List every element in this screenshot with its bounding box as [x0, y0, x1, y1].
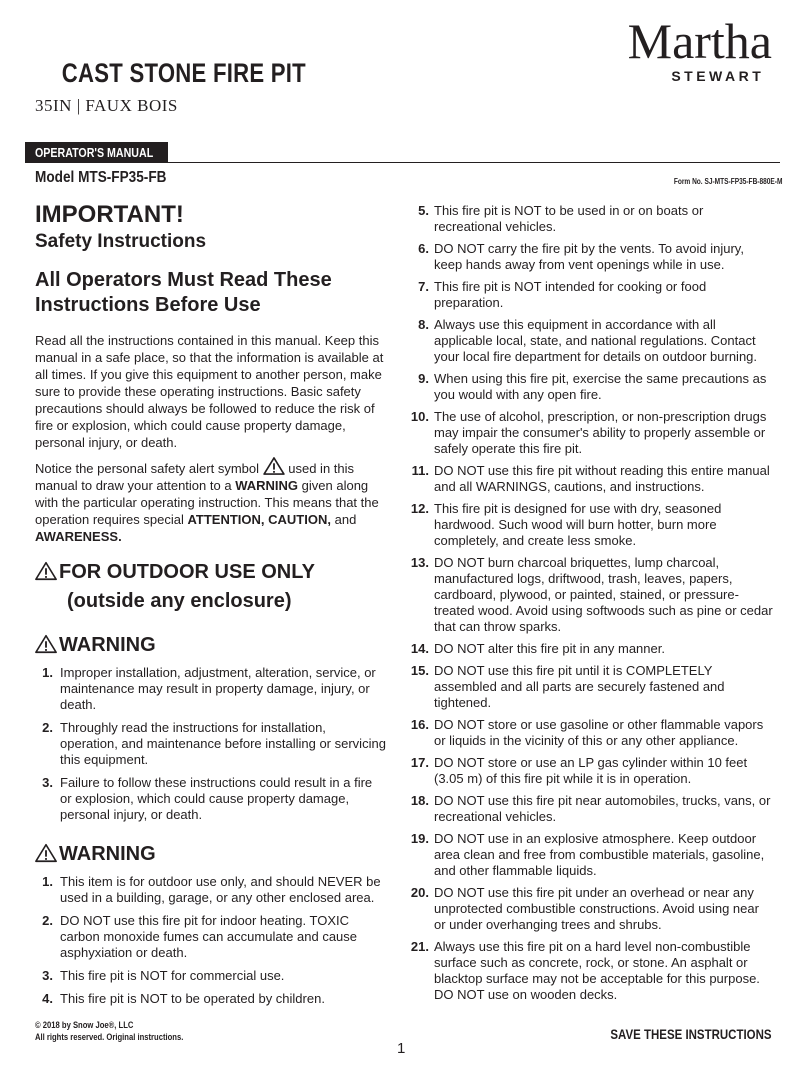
save-instructions: SAVE THESE INSTRUCTIONS	[610, 1026, 772, 1042]
item-number: 6.	[418, 241, 429, 256]
left-column	[35, 200, 387, 1007]
item-number: 10.	[410, 409, 429, 424]
copyright-line-2: All rights reserved. Original instructions.	[35, 1032, 184, 1042]
list-item	[409, 939, 774, 1003]
notice-text-c: given along with the particular operating instruction. This means that the operation requires special	[35, 478, 379, 527]
list-item	[35, 874, 387, 906]
item-number: 19.	[410, 831, 429, 846]
item-number: 20.	[410, 885, 429, 900]
item-number: 13.	[410, 555, 429, 570]
item-number: 7.	[418, 279, 429, 294]
page-number: 1	[397, 1040, 406, 1057]
item-number: 5.	[418, 203, 429, 218]
item-text: DO NOT burn charcoal briquettes, lump charcoal, manufactured logs, driftwood, trash, leaves, papers, cardboard, plywood, or painted, stained, or pressure-treated wood. Avoid using softwoods such as pine or cedar that can throw sparks.	[434, 555, 773, 634]
brand-sub: STEWART	[671, 68, 765, 84]
warning-heading-2	[35, 841, 387, 867]
item-number: 18.	[410, 793, 429, 808]
item-text: DO NOT store or use an LP gas cylinder within 10 feet (3.05 m) of this fire pit while it is in operation.	[434, 755, 748, 786]
list-item	[409, 755, 774, 787]
item-text: DO NOT carry the fire pit by the vents. To avoid injury, keep hands away from vent openings while in use.	[434, 241, 744, 272]
item-text: DO NOT use this fire pit until it is COMPLETELY assembled and all parts are securely fastened and tightened.	[434, 663, 725, 710]
notice-and: and	[334, 512, 357, 527]
item-text: This fire pit is NOT for commercial use.	[60, 968, 285, 983]
warning-section-2	[35, 841, 387, 1007]
item-text: Failure to follow these instructions could result in a fire or explosion, which could cause property damage, personal injury, or death.	[60, 775, 373, 822]
list-item	[35, 968, 387, 984]
brand-name: Martha	[627, 13, 772, 69]
outdoor-block	[35, 559, 387, 614]
item-text: This fire pit is designed for use with dry, seasoned hardwood. Such wood will burn hotter, burn more completely, and create less smoke.	[434, 501, 722, 548]
list-item	[409, 501, 774, 549]
item-text: This fire pit is NOT to be used in or on boats or recreational vehicles.	[434, 203, 704, 234]
document-subtitle: 35IN | FAUX BOIS	[35, 96, 178, 115]
list-item	[409, 279, 774, 311]
list-item	[409, 317, 774, 365]
item-text: Always use this fire pit on a hard level non-combustible surface such as concrete, rock, or stone. An asphalt or blacktop surface may not be acceptable for this purpose. DO NOT use on wooden decks.	[434, 939, 760, 1002]
item-text: This item is for outdoor use only, and should NEVER be used in a building, garage, or any other enclosed area.	[60, 874, 381, 905]
warning-section-1	[35, 632, 387, 823]
outdoor-heading	[35, 559, 387, 585]
list-item	[35, 665, 387, 713]
operators-manual-bar	[25, 142, 168, 162]
item-number: 14.	[410, 641, 429, 656]
list-item	[409, 793, 774, 825]
item-number: 1.	[42, 874, 53, 889]
item-number: 8.	[418, 317, 429, 332]
intro-paragraph: Read all the instructions contained in this manual. Keep this manual in a safe place, so that the information is available at all times. If you give this equipment to another person, make sure to provide these operating instructions. Basic safety precautions should always be followed to reduce the risk of fire or explosion, which could cause property damage, personal injury, or death.	[35, 333, 384, 450]
notice-awareness: AWARENESS.	[35, 529, 122, 544]
list-item	[409, 371, 774, 403]
item-number: 11.	[411, 463, 429, 478]
list-item	[35, 991, 387, 1007]
document-title: CAST STONE FIRE PIT	[61, 58, 306, 88]
item-number: 9.	[418, 371, 429, 386]
copyright-line-1: © 2018 by Snow Joe®, LLC	[35, 1020, 134, 1030]
item-number: 4.	[42, 991, 53, 1006]
brand-logo	[627, 13, 772, 84]
item-text: Improper installation, adjustment, alteration, service, or maintenance may result in property damage, injury, or death.	[60, 665, 376, 712]
important-heading: IMPORTANT!	[35, 201, 184, 228]
right-column	[409, 203, 774, 1009]
list-item	[409, 409, 774, 457]
item-number: 2.	[42, 720, 53, 735]
warning-list-1	[35, 665, 387, 823]
item-text: When using this fire pit, exercise the same precautions as you would with any open fire.	[434, 371, 767, 402]
operators-heading: All Operators Must Read These Instructions Before Use	[35, 269, 332, 316]
copyright	[35, 1019, 183, 1043]
warning-list-2	[35, 874, 387, 1007]
item-text: The use of alcohol, prescription, or non-prescription drugs may impair the consumer's ability to properly assemble or safely operate this fire pit.	[434, 409, 767, 456]
item-text: DO NOT use this fire pit for indoor heating. TOXIC carbon monoxide fumes can accumulate and cause asphyxiation or death.	[60, 913, 358, 960]
item-number: 2.	[42, 913, 53, 928]
safety-alert-icon	[263, 457, 285, 475]
warning-heading-1	[35, 632, 387, 658]
warning-label: WARNING	[59, 634, 156, 656]
item-text: Throughly read the instructions for installation, operation, and maintenance before installing or servicing this equipment.	[60, 720, 386, 767]
warning-label: WARNING	[59, 843, 156, 865]
item-text: Always use this equipment in accordance with all applicable local, state, and national regulations. Contact your local fire department for details on outdoor burning.	[434, 317, 758, 364]
notice-attention: ATTENTION, CAUTION,	[187, 512, 331, 527]
header-rule	[25, 162, 780, 163]
warning-triangle-icon	[35, 561, 57, 581]
item-number: 1.	[42, 665, 53, 680]
list-item	[409, 555, 774, 635]
notice-warning: WARNING	[235, 478, 299, 493]
list-item	[409, 463, 774, 495]
item-text: DO NOT use in an explosive atmosphere. Keep outdoor area clean and free from combustible materials, gasoline, and other flammable liquids.	[434, 831, 765, 878]
operators-manual-label: OPERATOR'S MANUAL	[35, 145, 154, 160]
item-text: DO NOT use this fire pit under an overhead or near any unprotected combustible constructions. Avoid using near or under overhanging trees and shrubs.	[434, 885, 759, 932]
list-item	[409, 663, 774, 711]
item-text: DO NOT store or use gasoline or other flammable vapors or liquids in the vicinity of this or any other appliance.	[434, 717, 764, 748]
outdoor-line-1: FOR OUTDOOR USE ONLY	[59, 561, 315, 583]
form-number: Form No. SJ-MTS-FP35-FB-880E-M	[673, 177, 782, 186]
notice-text-b: used in this manual to draw your attention to a	[35, 461, 355, 493]
notice-paragraph	[35, 457, 387, 545]
item-number: 3.	[42, 775, 53, 790]
list-item	[409, 641, 774, 657]
list-item	[35, 913, 387, 961]
warning-triangle-icon	[35, 634, 57, 654]
list-item	[35, 775, 387, 823]
safety-heading: Safety Instructions	[35, 231, 207, 252]
outdoor-line-2: (outside any enclosure)	[67, 590, 292, 612]
notice-text-a: Notice the personal safety alert symbol	[35, 461, 259, 476]
item-number: 3.	[42, 968, 53, 983]
list-item	[409, 203, 774, 235]
warning-triangle-icon	[35, 843, 57, 863]
item-number: 21.	[410, 939, 429, 954]
item-text: This fire pit is NOT intended for cooking or food preparation.	[434, 279, 707, 310]
item-text: DO NOT alter this fire pit in any manner.	[434, 641, 665, 656]
item-text: DO NOT use this fire pit without reading this entire manual and all WARNINGS, cautions, and instructions.	[434, 463, 770, 494]
list-item	[409, 885, 774, 933]
list-item	[35, 720, 387, 768]
safety-list	[409, 203, 774, 1003]
item-number: 12.	[410, 501, 429, 516]
list-item	[409, 717, 774, 749]
item-number: 15.	[410, 663, 429, 678]
list-item	[409, 241, 774, 273]
item-text: DO NOT use this fire pit near automobiles, trucks, vans, or recreational vehicles.	[434, 793, 771, 824]
list-item	[409, 831, 774, 879]
item-number: 16.	[410, 717, 429, 732]
item-number: 17.	[410, 755, 429, 770]
model-number: Model MTS-FP35-FB	[35, 169, 167, 186]
item-text: This fire pit is NOT to be operated by children.	[60, 991, 325, 1006]
